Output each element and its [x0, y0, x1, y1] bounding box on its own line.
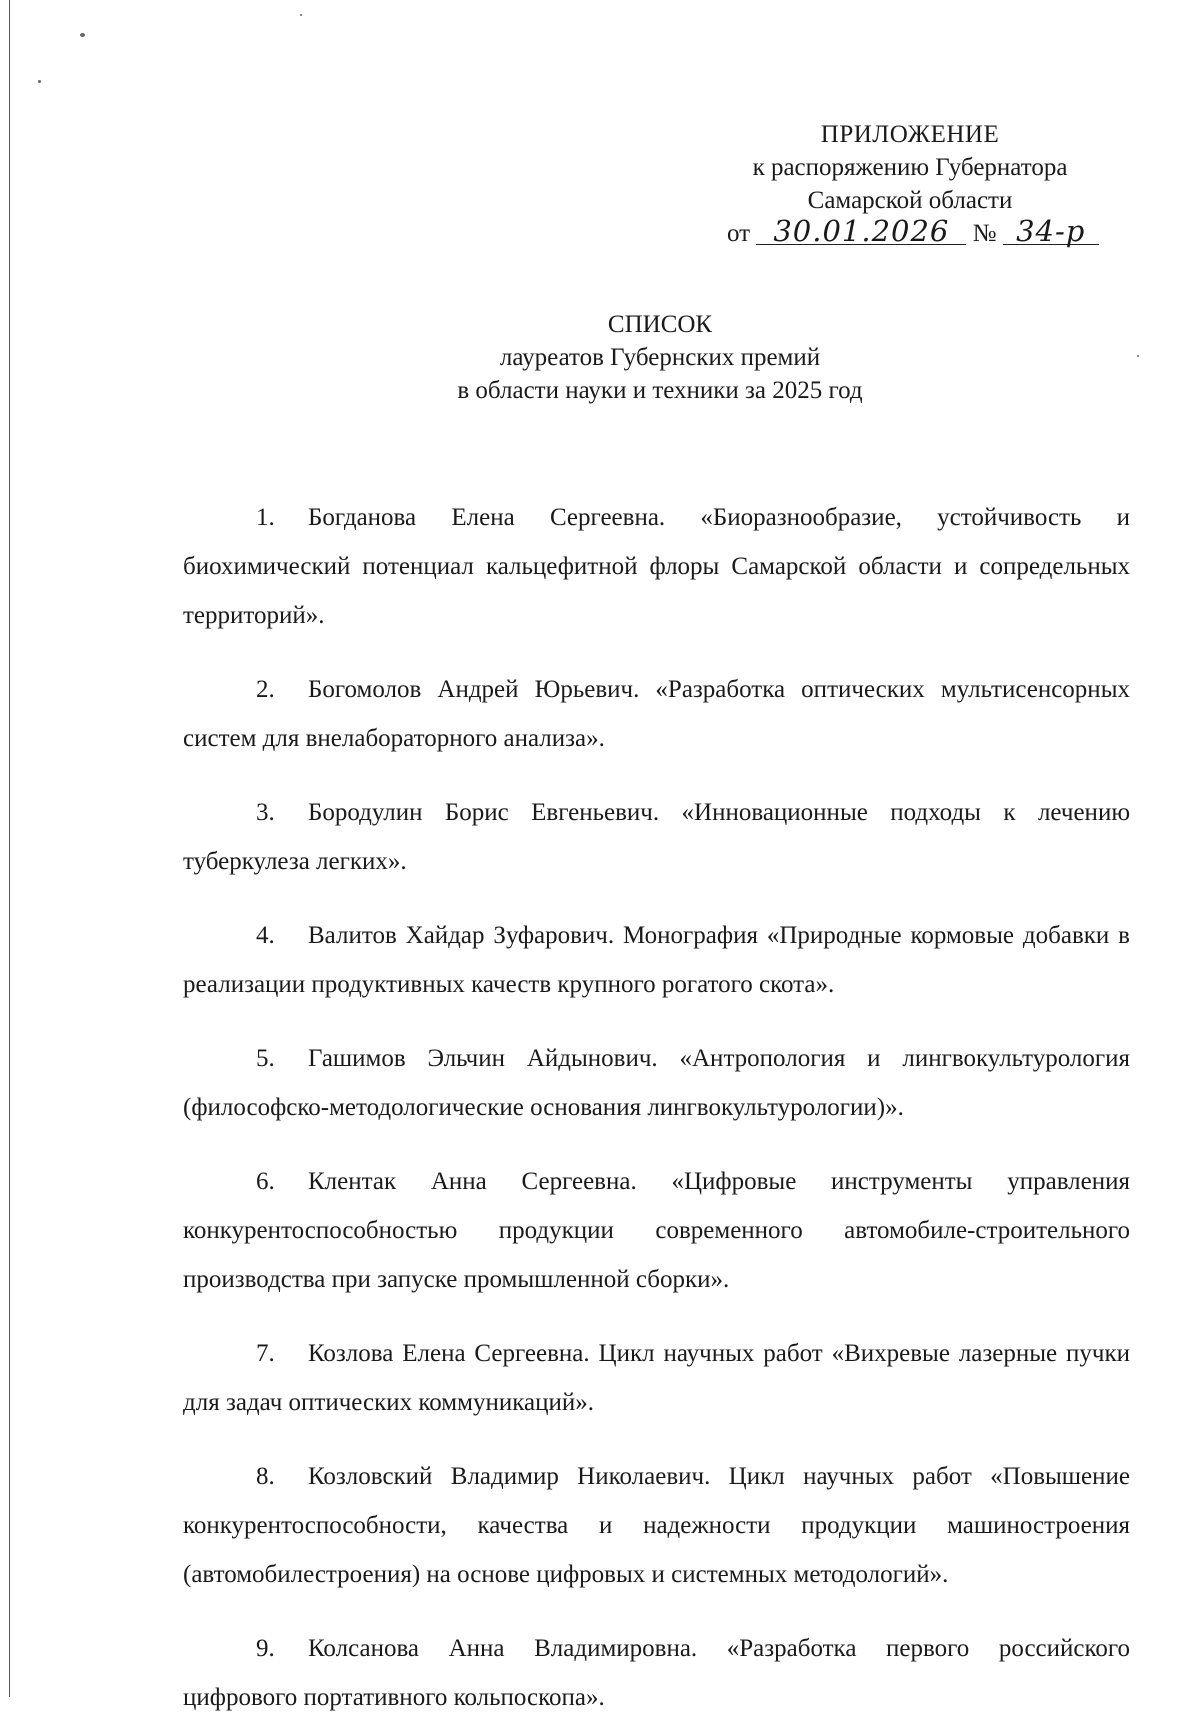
item-number: 5.: [256, 1045, 275, 1072]
item-number: 9.: [256, 1635, 275, 1662]
laureates-list: [183, 468, 1130, 1722]
item-text: Колсанова Анна Владимировна. «Разработка первого российского цифрового портативного кольпоскопа».: [183, 1635, 1130, 1711]
scan-speck: [300, 14, 302, 16]
heading-line-3: в области науки и техники за 2025 год: [457, 377, 863, 404]
item-text: Валитов Хайдар Зуфарович. Монография «Природные кормовые добавки в реализации продуктивных качеств крупного рогатого скота».: [183, 922, 1130, 998]
item-number: 1.: [256, 504, 275, 531]
appendix-dateline: [700, 214, 1120, 250]
list-item: [183, 665, 1130, 763]
list-item: [183, 788, 1130, 886]
appendix-title: ПРИЛОЖЕНИЕ: [820, 121, 1000, 148]
appendix-region: Самарской области: [807, 187, 1013, 214]
item-text: Богданова Елена Сергеевна. «Биоразнообразие, устойчивость и биохимический потенциал кальцефитной флоры Самарской области и сопредельных территорий».: [183, 504, 1130, 629]
item-text: Гашимов Эльчин Айдынович. «Антропология и лингвокультурология (философско-методологические основания лингвокультурологии)».: [183, 1045, 1130, 1121]
handwritten-number: 34-р: [1003, 218, 1099, 245]
scan-speck: [80, 33, 85, 37]
item-text: Бородулин Борис Евгеньевич. «Инновационные подходы к лечению туберкулеза легких».: [183, 799, 1130, 875]
date-prefix: от: [727, 220, 751, 247]
item-text: Козловский Владимир Николаевич. Цикл научных работ «Повышение конкурентоспособности, качества и надежности продукции машиностроения (автомобилестроения) на основе цифровых и системных методологий».: [183, 1463, 1130, 1588]
page-left-edge: [9, 0, 10, 1697]
item-number: 7.: [256, 1340, 275, 1367]
handwritten-date: 30.01.2026: [756, 218, 966, 245]
heading-title: СПИСОК: [607, 311, 713, 338]
appendix-subtitle: к распоряжению Губернатора: [752, 154, 1068, 181]
list-item: [183, 493, 1130, 640]
list-item: [183, 1329, 1130, 1427]
item-number: 2.: [256, 676, 275, 703]
item-number: 6.: [256, 1168, 275, 1195]
list-item: [183, 1452, 1130, 1599]
item-text: Богомолов Андрей Юрьевич. «Разработка оптических мультисенсорных систем для внелабораторного анализа».: [183, 676, 1130, 752]
appendix-block: [700, 118, 1120, 250]
heading-line-2: лауреатов Губернских премий: [499, 344, 821, 371]
document-heading: [0, 308, 1200, 407]
item-number: 4.: [256, 922, 275, 949]
scan-speck: [38, 80, 41, 83]
item-number: 3.: [256, 799, 275, 826]
list-item: [183, 1034, 1130, 1132]
item-text: Козлова Елена Сергеевна. Цикл научных работ «Вихревые лазерные пучки для задач оптических коммуникаций».: [183, 1340, 1130, 1416]
list-item: [183, 911, 1130, 1009]
number-prefix: №: [972, 220, 997, 247]
list-item: [183, 1157, 1130, 1304]
item-text: Клентак Анна Сергеевна. «Цифровые инструменты управления конкурентоспособностью продукции современного автомобиле-строительного производства при запуске промышленной сборки».: [183, 1168, 1130, 1293]
list-item: [183, 1624, 1130, 1722]
item-number: 8.: [256, 1463, 275, 1490]
